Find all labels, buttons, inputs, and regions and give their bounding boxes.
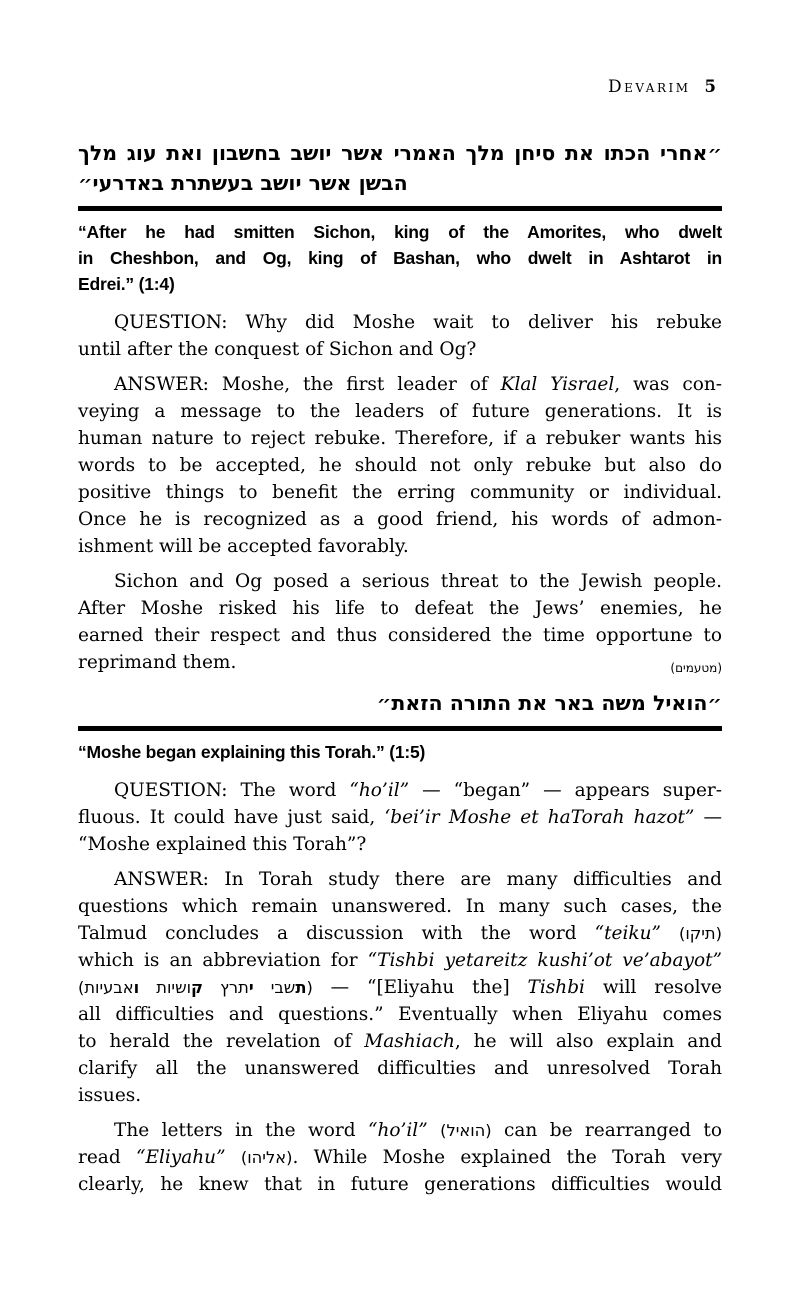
- text-block: [78, 78, 722, 1198]
- inline-italic: “Eliyahu”: [135, 1147, 226, 1168]
- text-run: The letters in the word: [114, 1120, 368, 1141]
- body-paragraph: [78, 1117, 722, 1198]
- body-line: [78, 777, 722, 804]
- translation-line: Edrei.” (1:4): [78, 274, 175, 294]
- text-run: can be rearranged to: [491, 1120, 722, 1141]
- text-run: clarify all the unanswered difficulties and unresolved Torah: [78, 1058, 722, 1079]
- text-run: Talmud concludes a discussion with the word: [78, 923, 595, 944]
- inline-italic: Mashiach: [364, 1031, 455, 1052]
- inline-italic: ‘bei’ir Moshe et haTorah hazot”: [384, 807, 695, 828]
- source-citation: (מטעמים): [670, 661, 722, 675]
- hebrew-verse-heading: [78, 688, 722, 718]
- hebrew-heading-line: הבשן אשר יושב בעשתרת באדרעי״: [78, 171, 408, 195]
- text-run: read: [78, 1147, 136, 1168]
- inline-hebrew: (הואיל): [440, 1121, 492, 1140]
- body-line: [78, 533, 722, 560]
- body-line: [78, 974, 722, 1001]
- body-line: [78, 309, 722, 336]
- section-rule: [78, 206, 722, 211]
- body-line: [78, 1171, 722, 1198]
- text-run: , he will also explain and: [454, 1031, 722, 1052]
- inline-italic: “teiku”: [594, 923, 661, 944]
- body-line: [78, 425, 722, 452]
- commentary-section: [78, 688, 722, 1198]
- inline-italic: “ho’il”: [349, 780, 410, 801]
- page-number: 5: [704, 77, 716, 96]
- body-line: [78, 479, 722, 506]
- body-line: [78, 1144, 722, 1171]
- text-run: clearly, he knew that in future generations difficulties would: [78, 1174, 722, 1195]
- inline-hebrew: ק: [191, 978, 204, 997]
- text-run: all difficulties and questions.” Eventually when Eliyahu comes: [78, 1004, 722, 1025]
- inline-hebrew: (אליהו): [240, 1148, 293, 1167]
- translation-line: in Cheshbon, and Og, king of Bashan, who dwelt in Ashtarot in: [78, 248, 722, 268]
- text-run: QUESTION: Why did Moshe wait to deliver his rebuke: [114, 312, 722, 333]
- inline-hebrew: י: [248, 978, 254, 997]
- body-line: [78, 506, 722, 533]
- body-paragraph: [78, 309, 722, 363]
- text-run: ANSWER: Moshe, the first leader of: [114, 374, 501, 395]
- body-paragraph: [78, 371, 722, 560]
- text-run: human nature to reject rebuke. Therefore, if a rebuker wants his: [78, 428, 722, 449]
- body-line: [78, 622, 722, 649]
- inline-hebrew: (: [78, 978, 85, 997]
- text-run: — “[Eliyahu the]: [312, 977, 528, 998]
- text-run: Sichon and Og posed a serious threat to the Jewish people.: [114, 571, 722, 592]
- body-line: [78, 866, 722, 893]
- body-paragraph: [78, 866, 722, 1109]
- text-run: which is an abbreviation for: [78, 950, 368, 971]
- text-run: —: [694, 807, 722, 828]
- commentary-section: [78, 138, 722, 676]
- body-paragraph: [78, 568, 722, 676]
- text-run: questions which remain unanswered. In many such cases, the: [78, 896, 722, 917]
- body-line: [78, 371, 722, 398]
- text-run: Once he is recognized as a good friend, his words of admon-: [78, 509, 722, 530]
- text-run: [661, 923, 679, 944]
- text-run: ishment will be accepted favorably.: [78, 536, 409, 557]
- text-run: to herald the revelation of: [78, 1031, 365, 1052]
- body-line: [78, 831, 722, 858]
- text-run: fluous. It could have just said,: [78, 807, 385, 828]
- body-line: [78, 398, 722, 425]
- body-line: [78, 595, 722, 622]
- hebrew-heading-line: ״הואיל משה באר את התורה הזאת״: [376, 691, 722, 715]
- text-run: until after the conquest of Sichon and Og?: [78, 339, 477, 360]
- body-line: [78, 947, 722, 974]
- text-run: veying a message to the leaders of future generations. It is: [78, 401, 722, 422]
- book-title: Devarim: [608, 77, 691, 97]
- body-line: [78, 1001, 722, 1028]
- body-line: [78, 1082, 722, 1109]
- text-run: earned their respect and thus considered the time opportune to: [78, 625, 722, 646]
- body-line: [78, 804, 722, 831]
- verse-translation: [78, 219, 722, 297]
- text-run: — “began” — appears super-: [409, 780, 722, 801]
- body-line: [78, 1028, 722, 1055]
- inline-hebrew: תרץ: [203, 978, 249, 997]
- inline-hebrew: אבעיות): [84, 978, 313, 997]
- section-rule: [78, 726, 722, 731]
- body-paragraph: [78, 777, 722, 858]
- inline-hebrew: (תיקו): [678, 924, 722, 943]
- text-run: [226, 1147, 241, 1168]
- body-line: [78, 893, 722, 920]
- inline-hebrew: ושיות: [139, 978, 192, 997]
- inline-italic: “ho’il”: [368, 1120, 428, 1141]
- hebrew-verse-heading: [78, 138, 722, 198]
- text-run: reprimand them.: [78, 652, 237, 673]
- text-run: ANSWER: In Torah study there are many difficulties and: [114, 869, 722, 890]
- text-run: issues.: [78, 1085, 142, 1106]
- body-line: [78, 336, 722, 363]
- inline-hebrew: שבי: [253, 978, 296, 997]
- hebrew-heading-line: ״אחרי הכתו את סיחן מלך האמרי אשר יושב בחשבון ואת עוג מלך: [78, 141, 722, 165]
- text-run: words to be accepted, he should not only rebuke but also do: [78, 455, 722, 476]
- inline-italic: Tishbi: [527, 977, 585, 998]
- text-run: [428, 1120, 440, 1141]
- translation-line: “After he had smitten Sichon, king of the Amorites, who dwelt: [78, 222, 722, 242]
- text-run: After Moshe risked his life to defeat the Jews’ enemies, he: [78, 598, 722, 619]
- body-line: [78, 568, 722, 595]
- text-run: positive things to benefit the erring community or individual.: [78, 482, 722, 503]
- body-line: [78, 452, 722, 479]
- text-run: , was con-: [614, 374, 722, 395]
- text-run: “Moshe explained this Torah”?: [78, 834, 367, 855]
- body-line: [78, 1117, 722, 1144]
- inline-hebrew: ו: [133, 978, 140, 997]
- inline-hebrew: ת: [295, 978, 307, 997]
- translation-line: “Moshe began explaining this Torah.” (1:5): [78, 742, 426, 762]
- inline-italic: “Tishbi yetareitz kushi’ot ve’abayot”: [367, 950, 723, 971]
- page-body: [78, 138, 722, 1198]
- inline-italic: Klal Yisrael: [500, 374, 615, 395]
- running-head: [78, 78, 722, 96]
- text-run: . While Moshe explained the Torah very: [292, 1147, 722, 1168]
- text-run: will resolve: [584, 977, 722, 998]
- text-run: QUESTION: The word: [114, 780, 350, 801]
- verse-translation: [78, 739, 722, 765]
- body-line: [78, 920, 722, 947]
- body-line: [78, 1055, 722, 1082]
